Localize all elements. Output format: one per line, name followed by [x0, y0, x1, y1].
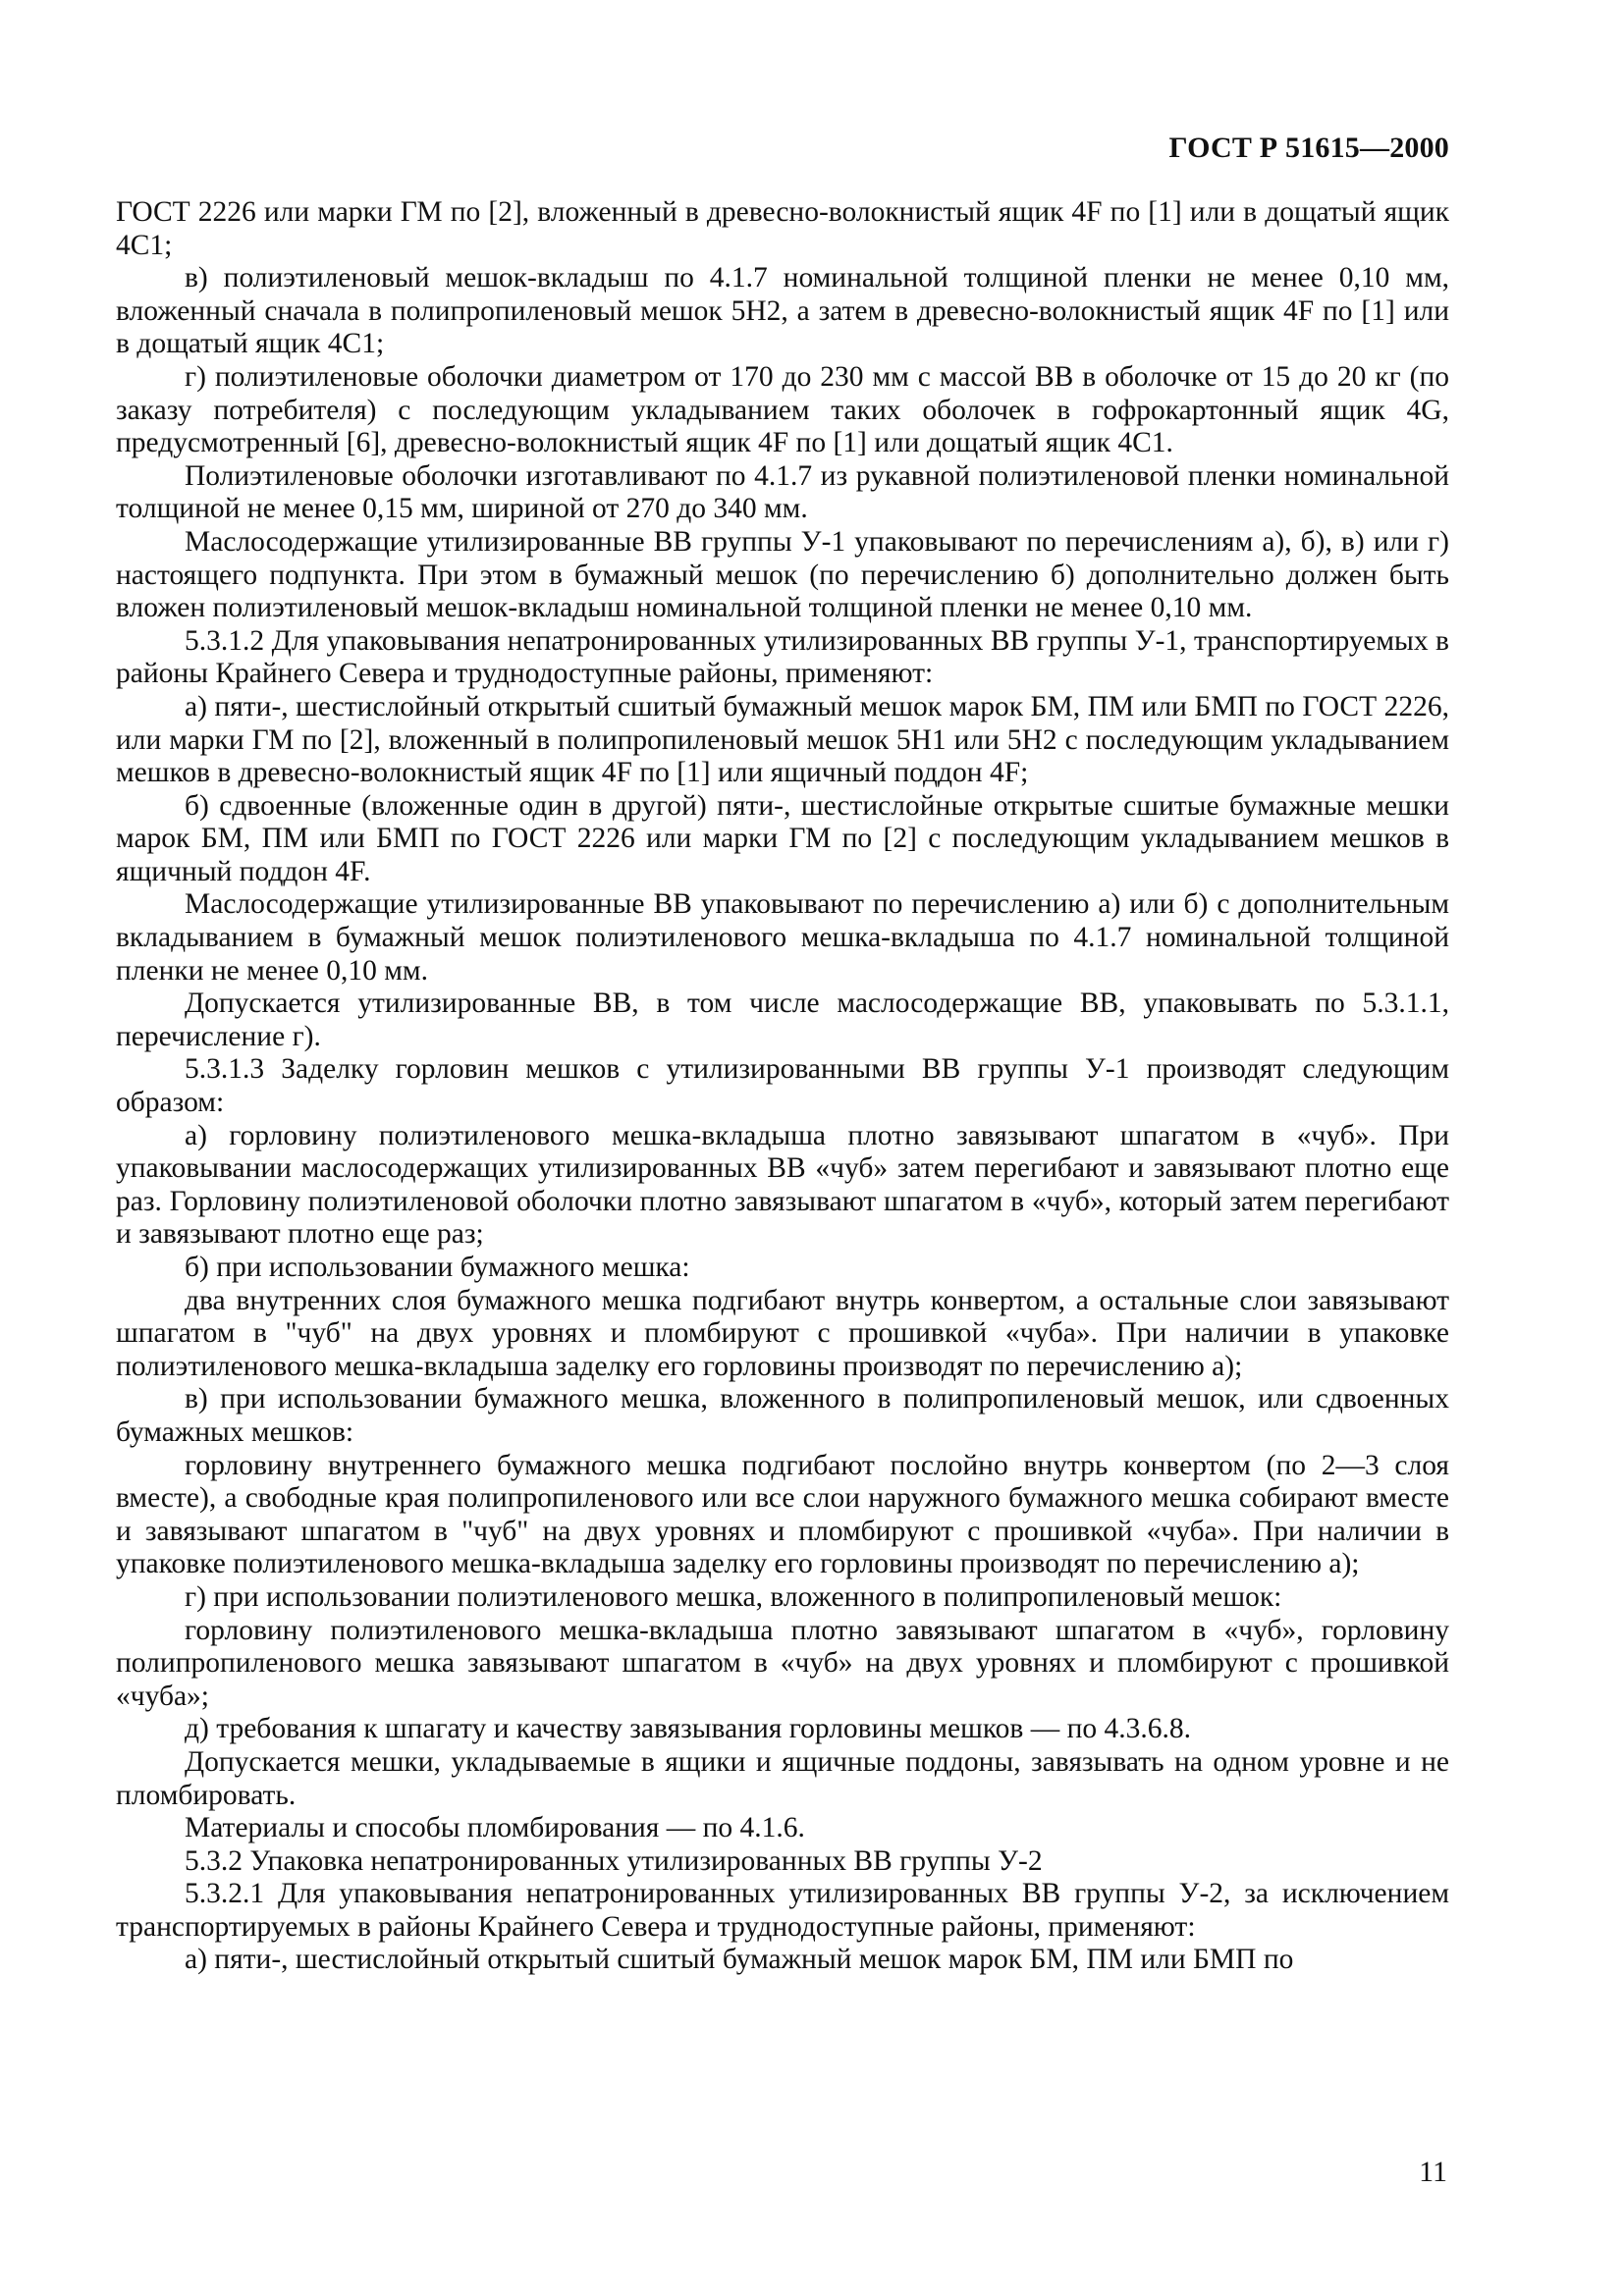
paragraph: ГОСТ 2226 или марки ГМ по [2], вложенный в древесно-волокнистый ящик 4F по [1] или в дощатый ящик 4С1; [116, 196, 1449, 261]
paragraph: б) при использовании бумажного мешка: [185, 1252, 690, 1283]
paragraph: г) полиэтиленовые оболочки диаметром от 170 до 230 мм с массой ВВ в оболочке от 15 до 20 кг (по заказу потребителя) с последующим укладыванием таких оболочек в гофрокартонный ящик 4G, предусмотренный [6], древесно-волокнистый ящик 4F по [1] или дощатый ящик 4С1. [116, 360, 1449, 459]
paragraph: Допускается мешки, укладываемые в ящики и ящичные поддоны, завязывать на одном уровне и не пломбировать. [116, 1745, 1449, 1811]
paragraph: а) пяти-, шестислойный открытый сшитый бумажный мешок марок БМ, ПМ или БМП по ГОСТ 2226, или марки ГМ по [2], вложенный в полипропиленовый мешок 5Н1 или 5Н2 с последующим укладыванием мешков в древесно-волокнистый ящик 4F по [1] или ящичный поддон 4F; [116, 690, 1449, 789]
paragraph: горловину внутреннего бумажного мешка подгибают послойно внутрь конвертом (по 2—3 слоя вместе), а свободные края полипропиленового или все слои наружного бумажного мешка собирают вместе и завязывают шпагатом в "чуб" на двух уровнях и пломбируют с прошивкой «чуба». При наличии в упаковке полиэтиленового мешка-вкладыша заделку его горловины производят по перечислению а); [116, 1449, 1449, 1580]
document-header: ГОСТ Р 51615—2000 [1168, 132, 1449, 164]
paragraph: Маслосодержащие утилизированные ВВ упаковывают по перечислению а) или б) с дополнительным вкладыванием в бумажный мешок полиэтиленового мешка-вкладыша по 4.1.7 номинальной толщиной пленки не менее 0,10 мм. [116, 888, 1449, 987]
paragraph: 5.3.1.3 Заделку горловин мешков с утилизированными ВВ группы У-1 производят следующим образом: [116, 1053, 1449, 1119]
paragraph: Полиэтиленовые оболочки изготавливают по 4.1.7 из рукавной полиэтиленовой пленки номинальной толщиной не менее 0,15 мм, шириной от 270 до 340 мм. [116, 459, 1449, 525]
paragraph: 5.3.2 Упаковка непатронированных утилизированных ВВ группы У-2 [185, 1844, 1043, 1877]
paragraph: Допускается утилизированные ВВ, в том числе маслосодержащие ВВ, упаковывать по 5.3.1.1, перечисление г). [116, 988, 1449, 1052]
document-body [116, 196, 1449, 1977]
paragraph: в) полиэтиленовый мешок-вкладыш по 4.1.7 номинальной толщиной пленки не менее 0,10 мм, вложенный сначала в полипропиленовый мешок 5Н2, а затем в древесно-волокнистый ящик 4F по [1] или в дощатый ящик 4С1; [116, 262, 1449, 360]
paragraph: г) при использовании полиэтиленового мешка, вложенного в полипропиленовый мешок: [185, 1580, 1282, 1613]
paragraph: Материалы и способы пломбирования — по 4.1.6. [185, 1812, 805, 1844]
paragraph: б) сдвоенные (вложенные один в другой) пяти-, шестислойные открытые сшитые бумажные мешки марок БМ, ПМ или БМП по ГОСТ 2226 или марки ГМ по [2] с последующим укладыванием мешков в ящичный поддон 4F. [116, 789, 1449, 887]
paragraph: а) горловину полиэтиленового мешка-вкладыша плотно завязывают шпагатом в «чуб». При упаковывании маслосодержащих утилизированных ВВ «чуб» затем перегибают и завязывают плотно еще раз. Горловину полиэтиленовой оболочки плотно завязывают шпагатом в «чуб», который затем перегибают и завязывают плотно еще раз; [116, 1119, 1449, 1251]
paragraph: в) при использовании бумажного мешка, вложенного в полипропиленовый мешок, или сдвоенных бумажных мешков: [116, 1383, 1449, 1448]
paragraph: горловину полиэтиленового мешка-вкладыша плотно завязывают шпагатом в «чуб», горловину полипропиленового мешка завязывают шпагатом в «чуб» на двух уровнях и пломбируют с прошивкой «чуба»; [116, 1614, 1449, 1712]
paragraph: а) пяти-, шестислойный открытый сшитый бумажный мешок марок БМ, ПМ или БМП по [185, 1944, 1294, 1976]
paragraph: два внутренних слоя бумажного мешка подгибают внутрь конвертом, а остальные слои завязывают шпагатом в "чуб" на двух уровнях и пломбируют с прошивкой «чуба». При наличии в упаковке полиэтиленового мешка-вкладыша заделку его горловины производят по перечислению а); [116, 1284, 1449, 1382]
paragraph: 5.3.1.2 Для упаковывания непатронированных утилизированных ВВ группы У-1, транспортируемых в районы Крайнего Севера и труднодоступные районы, применяют: [116, 624, 1449, 690]
paragraph: 5.3.2.1 Для упаковывания непатронированных утилизированных ВВ группы У-2, за исключением транспортируемых в районы Крайнего Севера и труднодоступные районы, применяют: [116, 1878, 1449, 1943]
paragraph: Маслосодержащие утилизированные ВВ группы У-1 упаковывают по перечислениям а), б), в) или г) настоящего подпункта. При этом в бумажный мешок (по перечислению б) дополнительно должен быть вложен полиэтиленовый мешок-вкладыш номинальной толщиной пленки не менее 0,10 мм. [116, 525, 1449, 624]
paragraph: д) требования к шпагату и качеству завязывания горловины мешков — по 4.3.6.8. [185, 1713, 1192, 1745]
page-number: 11 [1419, 2156, 1447, 2188]
